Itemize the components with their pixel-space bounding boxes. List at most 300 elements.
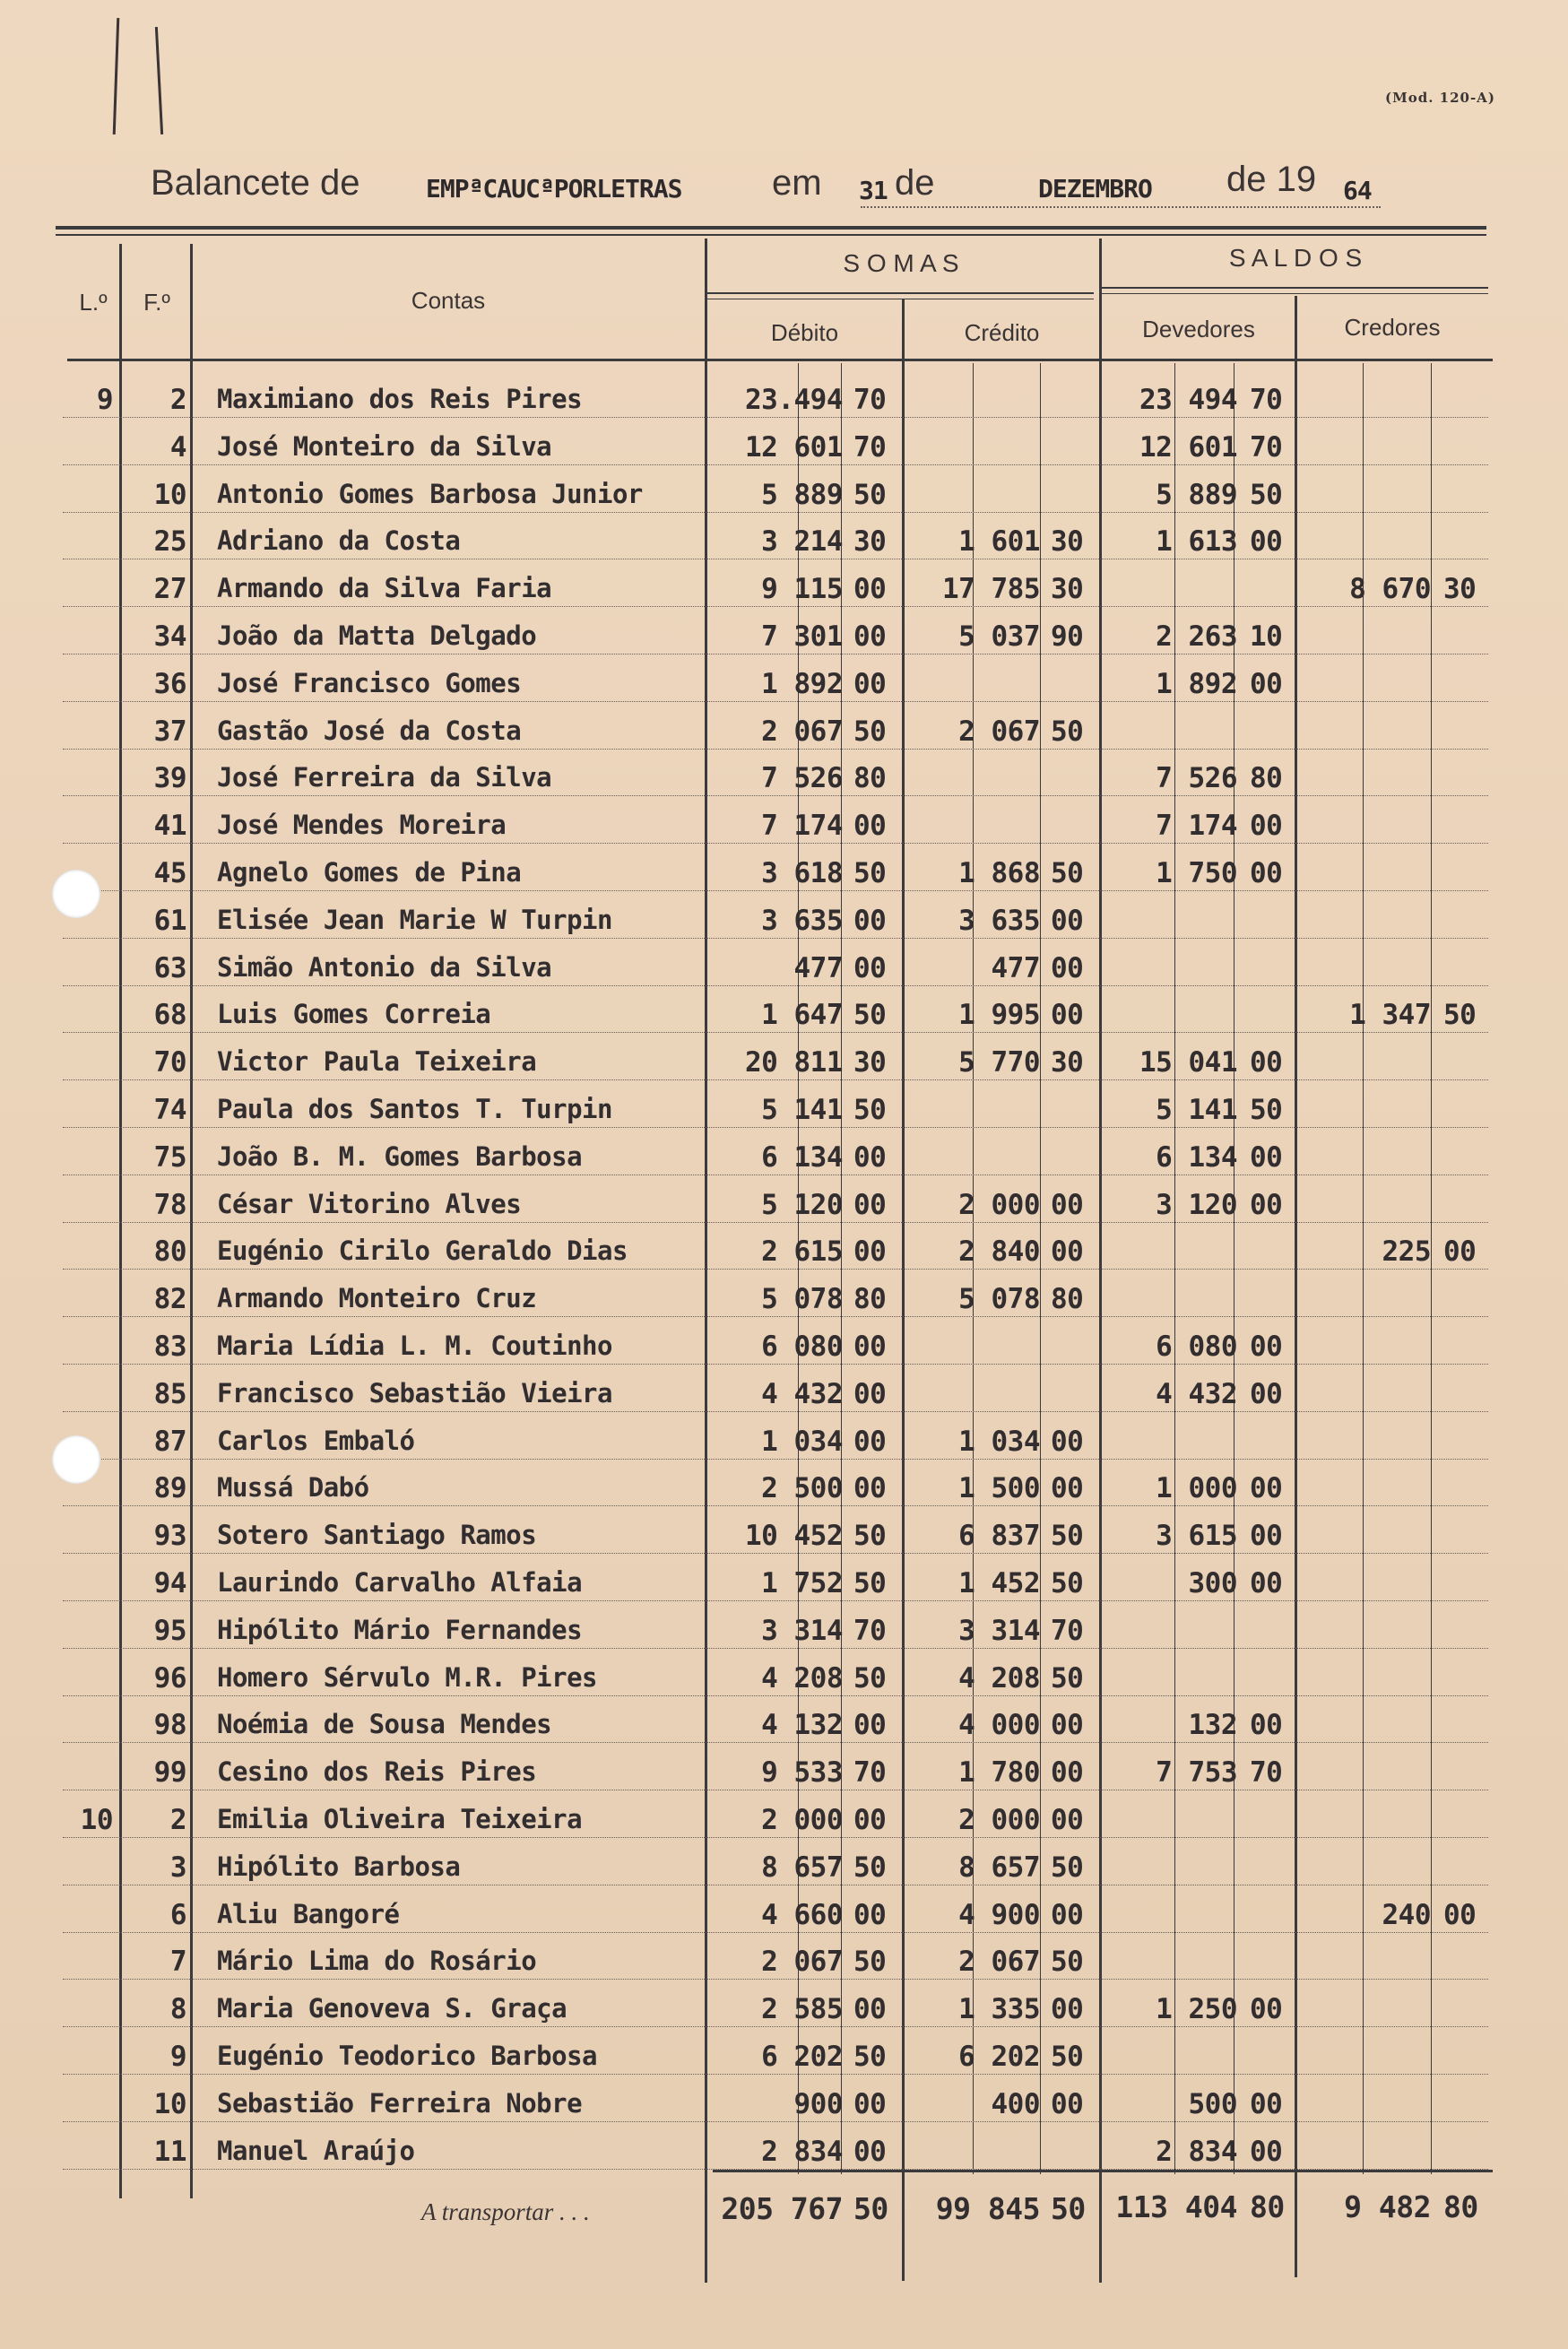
row-devedores: 23 494 bbox=[1139, 384, 1237, 416]
row-account-name: José Ferreira da Silva bbox=[217, 762, 552, 793]
row-account-name: Carlos Embaló bbox=[217, 1426, 415, 1456]
row-credito-cents: 00 bbox=[1051, 1804, 1084, 1836]
row-folha: 39 bbox=[153, 762, 186, 794]
row-folha: 96 bbox=[153, 1662, 186, 1695]
row-devedores-cents: 80 bbox=[1250, 762, 1283, 794]
row-credores-cents: 30 bbox=[1443, 573, 1477, 605]
row-devedores-cents: 00 bbox=[1250, 1567, 1283, 1599]
row-debito-cents: 00 bbox=[853, 1993, 887, 2025]
row-account-name: Sotero Santiago Ramos bbox=[217, 1520, 537, 1550]
row-devedores-cents: 00 bbox=[1250, 2136, 1283, 2168]
row-account-name: Armando da Silva Faria bbox=[217, 573, 552, 603]
row-devedores-cents: 00 bbox=[1250, 668, 1283, 700]
row-debito-cents: 00 bbox=[853, 2088, 887, 2120]
row-devedores: 7 174 bbox=[1156, 810, 1237, 842]
row-debito: 5 120 bbox=[761, 1189, 843, 1221]
row-rule bbox=[63, 1411, 1488, 1412]
row-debito-cents: 00 bbox=[853, 1804, 887, 1836]
row-debito-cents: 70 bbox=[853, 384, 887, 416]
row-credito-cents: 50 bbox=[1051, 715, 1084, 748]
row-debito: 2 834 bbox=[761, 2136, 843, 2168]
row-devedores-cents: 50 bbox=[1250, 1094, 1283, 1126]
row-credito-cents: 30 bbox=[1051, 525, 1084, 558]
row-folha: 61 bbox=[153, 905, 186, 937]
row-debito-cents: 70 bbox=[853, 1615, 887, 1647]
row-credito: 17 785 bbox=[942, 573, 1040, 605]
row-credito: 1 500 bbox=[958, 1472, 1040, 1504]
row-credores-cents: 00 bbox=[1443, 1899, 1477, 1931]
col-header-devedores: Devedores bbox=[1142, 316, 1255, 342]
row-devedores-cents: 00 bbox=[1250, 810, 1283, 842]
table-row bbox=[63, 1085, 1497, 1131]
row-credito-cents: 00 bbox=[1051, 1756, 1084, 1789]
row-folha: 27 bbox=[153, 573, 186, 605]
row-debito: 7 526 bbox=[761, 762, 843, 794]
row-rule bbox=[63, 512, 1488, 513]
row-debito-cents: 80 bbox=[853, 1283, 887, 1315]
total-credores: 9 482 bbox=[1344, 2189, 1431, 2224]
row-devedores-cents: 00 bbox=[1250, 1331, 1283, 1363]
row-folha: 68 bbox=[153, 999, 186, 1031]
row-credito: 4 000 bbox=[958, 1709, 1040, 1741]
row-debito: 23.494 bbox=[745, 384, 843, 416]
row-devedores: 7 526 bbox=[1156, 762, 1237, 794]
row-folha: 41 bbox=[153, 810, 186, 842]
row-debito: 7 174 bbox=[761, 810, 843, 842]
row-credito: 4 208 bbox=[958, 1662, 1040, 1695]
row-credito: 3 314 bbox=[958, 1615, 1040, 1647]
col-header-credito: Crédito bbox=[964, 319, 1040, 346]
table-row bbox=[63, 1558, 1497, 1605]
row-devedores: 2 834 bbox=[1156, 2136, 1237, 2168]
row-debito-cents: 00 bbox=[853, 810, 887, 842]
row-credito-cents: 00 bbox=[1051, 999, 1084, 1031]
row-debito: 3 214 bbox=[761, 525, 843, 558]
total-debito-cents: 50 bbox=[853, 2191, 888, 2226]
row-folha: 78 bbox=[153, 1189, 186, 1221]
row-folha: 99 bbox=[153, 1756, 186, 1789]
row-devedores-cents: 70 bbox=[1250, 1756, 1283, 1789]
row-account-name: Sebastião Ferreira Nobre bbox=[217, 2088, 583, 2119]
row-credito-cents: 00 bbox=[1051, 1472, 1084, 1504]
row-debito-cents: 00 bbox=[853, 1709, 887, 1741]
row-debito-cents: 50 bbox=[853, 1662, 887, 1695]
row-debito: 9 533 bbox=[761, 1756, 843, 1789]
row-credores-cents: 50 bbox=[1443, 999, 1477, 1031]
row-folha: 34 bbox=[153, 620, 186, 653]
table-row bbox=[63, 2127, 1497, 2173]
total-devedores: 113 404 bbox=[1115, 2189, 1237, 2224]
row-devedores: 6 134 bbox=[1156, 1141, 1237, 1174]
table-row bbox=[63, 470, 1497, 516]
row-debito-cents: 50 bbox=[853, 1567, 887, 1599]
row-debito: 6 080 bbox=[761, 1331, 843, 1363]
row-debito: 4 208 bbox=[761, 1662, 843, 1695]
row-account-name: João da Matta Delgado bbox=[217, 620, 537, 651]
table-row bbox=[63, 1369, 1497, 1416]
row-rule bbox=[63, 1316, 1488, 1317]
row-debito-cents: 00 bbox=[853, 1378, 887, 1410]
row-debito: 3 635 bbox=[761, 905, 843, 937]
row-rule bbox=[63, 985, 1488, 986]
row-debito-cents: 00 bbox=[853, 1472, 887, 1504]
row-debito: 5 889 bbox=[761, 479, 843, 511]
total-credores-cents: 80 bbox=[1443, 2189, 1478, 2224]
row-folha: 36 bbox=[153, 668, 186, 700]
row-debito-cents: 80 bbox=[853, 762, 887, 794]
row-folha: 11 bbox=[153, 2136, 186, 2168]
row-account-name: César Vitorino Alves bbox=[217, 1189, 522, 1219]
row-rule bbox=[63, 749, 1488, 750]
table-row bbox=[63, 1463, 1497, 1510]
row-credito: 2 067 bbox=[958, 715, 1040, 748]
row-debito: 2 500 bbox=[761, 1472, 843, 1504]
table-row bbox=[63, 2032, 1497, 2078]
row-account-name: José Mendes Moreira bbox=[217, 810, 507, 840]
col-header-contas: Contas bbox=[411, 287, 486, 314]
top-rule bbox=[56, 226, 1486, 230]
row-debito-cents: 00 bbox=[853, 1331, 887, 1363]
col-header-debito: Débito bbox=[770, 319, 839, 346]
row-rule bbox=[63, 1979, 1488, 1980]
row-debito-cents: 50 bbox=[853, 2041, 887, 2073]
row-folha: 82 bbox=[153, 1283, 186, 1315]
row-debito: 1 034 bbox=[761, 1426, 843, 1458]
row-credito: 5 770 bbox=[958, 1046, 1040, 1079]
row-folha: 45 bbox=[153, 857, 186, 889]
row-rule bbox=[63, 1695, 1488, 1696]
row-account-name: Homero Sérvulo M.R. Pires bbox=[217, 1662, 597, 1693]
row-credito-cents: 30 bbox=[1051, 1046, 1084, 1079]
row-devedores: 1 892 bbox=[1156, 668, 1237, 700]
row-devedores: 300 bbox=[1188, 1567, 1237, 1599]
heading-year: 64 bbox=[1343, 176, 1372, 205]
row-account-name: Maria Lídia L. M. Coutinho bbox=[217, 1331, 612, 1361]
row-rule bbox=[63, 2121, 1488, 2122]
table-row bbox=[63, 422, 1497, 469]
punch-hole bbox=[52, 1435, 100, 1484]
row-credito: 3 635 bbox=[958, 905, 1040, 937]
row-devedores: 1 613 bbox=[1156, 525, 1237, 558]
row-rule bbox=[63, 1222, 1488, 1223]
row-credito-cents: 00 bbox=[1051, 2088, 1084, 2120]
row-folha: 25 bbox=[153, 525, 186, 558]
row-debito-cents: 00 bbox=[853, 1426, 887, 1458]
row-debito-cents: 30 bbox=[853, 1046, 887, 1079]
table-row bbox=[63, 611, 1497, 658]
row-devedores-cents: 00 bbox=[1250, 1189, 1283, 1221]
col-header-saldos: S A L D O S bbox=[1228, 244, 1363, 272]
row-devedores: 500 bbox=[1188, 2088, 1237, 2120]
row-debito-cents: 50 bbox=[853, 715, 887, 748]
row-account-name: Eugénio Teodorico Barbosa bbox=[217, 2041, 597, 2071]
saldos-sub-rule bbox=[1101, 287, 1488, 289]
row-devedores-cents: 00 bbox=[1250, 1993, 1283, 2025]
total-devedores-cents: 80 bbox=[1250, 2189, 1285, 2224]
table-row bbox=[63, 1274, 1497, 1321]
table-row bbox=[63, 1180, 1497, 1227]
row-folha: 37 bbox=[153, 715, 186, 748]
row-credito: 1 868 bbox=[958, 857, 1040, 889]
pen-mark bbox=[155, 27, 163, 134]
form-code: (Mod. 120-A) bbox=[1385, 90, 1495, 106]
heading-month: DEZEMBRO bbox=[1038, 174, 1152, 204]
row-credito: 2 067 bbox=[958, 1946, 1040, 1978]
row-rule bbox=[63, 843, 1488, 844]
header-bottom-rule bbox=[67, 359, 1493, 361]
row-debito-cents: 50 bbox=[853, 1946, 887, 1978]
row-folha: 10 bbox=[153, 479, 186, 511]
table-row bbox=[63, 1653, 1497, 1700]
table-row bbox=[63, 1890, 1497, 1937]
row-devedores-cents: 00 bbox=[1250, 1046, 1283, 1079]
row-credito-cents: 50 bbox=[1051, 857, 1084, 889]
row-folha: 8 bbox=[169, 1993, 186, 2025]
row-rule bbox=[63, 464, 1488, 465]
row-debito: 4 132 bbox=[761, 1709, 843, 1741]
table-row bbox=[63, 1322, 1497, 1368]
row-credito-cents: 00 bbox=[1051, 1189, 1084, 1221]
row-account-name: Maximiano dos Reis Pires bbox=[217, 384, 583, 414]
row-debito: 900 bbox=[793, 2088, 843, 2120]
table-row bbox=[63, 375, 1497, 421]
row-rule bbox=[63, 1505, 1488, 1506]
row-rule bbox=[63, 1364, 1488, 1365]
row-rule bbox=[63, 1932, 1488, 1933]
row-devedores-cents: 00 bbox=[1250, 857, 1283, 889]
row-account-name: Elisée Jean Marie W Turpin bbox=[217, 905, 612, 935]
account-group: EMPªCAUCªPORLETRAS bbox=[426, 174, 682, 204]
row-rule bbox=[63, 1174, 1488, 1175]
row-folha: 4 bbox=[169, 431, 186, 464]
row-debito-cents: 00 bbox=[853, 2136, 887, 2168]
row-folha: 85 bbox=[153, 1378, 186, 1410]
table-row bbox=[63, 990, 1497, 1036]
row-rule bbox=[63, 1648, 1488, 1649]
row-account-name: Hipólito Barbosa bbox=[217, 1851, 461, 1882]
row-account-name: Agnelo Gomes de Pina bbox=[217, 857, 522, 888]
row-devedores-cents: 50 bbox=[1250, 479, 1283, 511]
row-debito: 6 134 bbox=[761, 1141, 843, 1174]
row-credores: 240 bbox=[1382, 1899, 1431, 1931]
heading-em: em bbox=[772, 163, 822, 203]
row-account-name: Gastão José da Costa bbox=[217, 715, 522, 746]
row-account-name: Paula dos Santos T. Turpin bbox=[217, 1094, 612, 1124]
row-folha: 98 bbox=[153, 1709, 186, 1741]
row-devedores-cents: 00 bbox=[1250, 525, 1283, 558]
table-row bbox=[63, 848, 1497, 895]
table-row bbox=[63, 1700, 1497, 1747]
row-credito-cents: 50 bbox=[1051, 1520, 1084, 1552]
row-folha: 7 bbox=[169, 1946, 186, 1978]
heading-day: 31 bbox=[859, 176, 888, 205]
row-account-name: Maria Genoveva S. Graça bbox=[217, 1993, 567, 2024]
row-credito: 1 780 bbox=[958, 1756, 1040, 1789]
row-devedores: 2 263 bbox=[1156, 620, 1237, 653]
row-debito: 4 660 bbox=[761, 1899, 843, 1931]
row-livro: 10 bbox=[80, 1804, 113, 1836]
col-header-somas: S O M A S bbox=[843, 249, 959, 277]
row-folha: 75 bbox=[153, 1141, 186, 1174]
row-devedores-cents: 70 bbox=[1250, 384, 1283, 416]
row-debito-cents: 00 bbox=[853, 1141, 887, 1174]
row-folha: 74 bbox=[153, 1094, 186, 1126]
row-debito: 2 615 bbox=[761, 1235, 843, 1268]
row-credito-cents: 00 bbox=[1051, 1993, 1084, 2025]
table-row bbox=[63, 1842, 1497, 1889]
saldos-sub-rule-2 bbox=[1101, 293, 1488, 294]
row-account-name: Hipólito Mário Fernandes bbox=[217, 1615, 583, 1645]
somas-sub-rule bbox=[706, 292, 1094, 294]
row-debito: 20 811 bbox=[745, 1046, 843, 1079]
row-account-name: Luis Gomes Correia bbox=[217, 999, 491, 1029]
row-folha: 2 bbox=[169, 384, 186, 416]
row-devedores: 4 432 bbox=[1156, 1378, 1237, 1410]
row-account-name: Mussá Dabó bbox=[217, 1472, 369, 1503]
row-debito-cents: 30 bbox=[853, 525, 887, 558]
table-row bbox=[63, 516, 1497, 563]
table-row bbox=[63, 1606, 1497, 1652]
row-credito-cents: 00 bbox=[1051, 1235, 1084, 1268]
row-credores: 8 670 bbox=[1349, 573, 1431, 605]
row-debito: 5 141 bbox=[761, 1094, 843, 1126]
row-credito-cents: 50 bbox=[1051, 1567, 1084, 1599]
row-folha: 95 bbox=[153, 1615, 186, 1647]
row-debito-cents: 50 bbox=[853, 857, 887, 889]
row-debito-cents: 50 bbox=[853, 1094, 887, 1126]
row-credito: 5 078 bbox=[958, 1283, 1040, 1315]
row-account-name: Aliu Bangoré bbox=[217, 1899, 400, 1929]
row-devedores: 132 bbox=[1188, 1709, 1237, 1741]
row-rule bbox=[63, 1600, 1488, 1601]
row-debito: 4 432 bbox=[761, 1378, 843, 1410]
table-row bbox=[63, 1132, 1497, 1179]
row-devedores: 7 753 bbox=[1156, 1756, 1237, 1789]
row-rule bbox=[63, 1032, 1488, 1033]
row-credito-cents: 00 bbox=[1051, 1426, 1084, 1458]
row-folha: 83 bbox=[153, 1331, 186, 1363]
row-devedores: 1 750 bbox=[1156, 857, 1237, 889]
row-rule bbox=[63, 1127, 1488, 1128]
row-credito: 2 000 bbox=[958, 1804, 1040, 1836]
row-account-name: Adriano da Costa bbox=[217, 525, 461, 556]
row-credito: 4 900 bbox=[958, 1899, 1040, 1931]
row-folha: 6 bbox=[169, 1899, 186, 1931]
row-rule bbox=[63, 2169, 1488, 2170]
row-folha: 87 bbox=[153, 1426, 186, 1458]
table-row bbox=[63, 706, 1497, 753]
row-credito-cents: 00 bbox=[1051, 1899, 1084, 1931]
row-rule bbox=[63, 701, 1488, 702]
row-livro: 9 bbox=[96, 384, 113, 416]
row-credito-cents: 50 bbox=[1051, 1662, 1084, 1695]
row-debito: 3 618 bbox=[761, 857, 843, 889]
row-account-name: Francisco Sebastião Vieira bbox=[217, 1378, 612, 1409]
row-devedores: 1 250 bbox=[1156, 1993, 1237, 2025]
total-credito-cents: 50 bbox=[1051, 2191, 1086, 2226]
table-row bbox=[63, 1795, 1497, 1842]
row-credito-cents: 50 bbox=[1051, 1946, 1084, 1978]
row-debito-cents: 00 bbox=[853, 573, 887, 605]
row-devedores: 5 141 bbox=[1156, 1094, 1237, 1126]
row-credito-cents: 30 bbox=[1051, 573, 1084, 605]
row-account-name: João B. M. Gomes Barbosa bbox=[217, 1141, 583, 1172]
carry-forward-label: A transportar . . . bbox=[421, 2198, 590, 2225]
row-credito: 5 037 bbox=[958, 620, 1040, 653]
row-debito: 1 752 bbox=[761, 1567, 843, 1599]
col-header-credores: Credores bbox=[1344, 314, 1441, 341]
row-rule bbox=[63, 795, 1488, 796]
row-debito: 2 000 bbox=[761, 1804, 843, 1836]
total-debito: 205 767 bbox=[721, 2191, 843, 2226]
row-credito-cents: 90 bbox=[1051, 620, 1084, 653]
row-devedores-cents: 10 bbox=[1250, 620, 1283, 653]
row-debito-cents: 00 bbox=[853, 952, 887, 984]
row-account-name: José Monteiro da Silva bbox=[217, 431, 552, 462]
row-rule bbox=[63, 1459, 1488, 1460]
table-row bbox=[63, 1511, 1497, 1557]
row-credito-cents: 50 bbox=[1051, 2041, 1084, 2073]
table-row bbox=[63, 896, 1497, 942]
row-account-name: Emilia Oliveira Teixeira bbox=[217, 1804, 583, 1834]
row-rule bbox=[63, 2026, 1488, 2027]
row-debito-cents: 00 bbox=[853, 1899, 887, 1931]
row-debito: 1 647 bbox=[761, 999, 843, 1031]
row-credito: 2 840 bbox=[958, 1235, 1040, 1268]
row-devedores: 3 120 bbox=[1156, 1189, 1237, 1221]
row-debito: 12 601 bbox=[745, 431, 843, 464]
row-folha: 63 bbox=[153, 952, 186, 984]
row-account-name: Victor Paula Teixeira bbox=[217, 1046, 537, 1077]
row-rule bbox=[63, 1837, 1488, 1838]
heading-de-19: de 19 bbox=[1226, 160, 1317, 199]
row-debito-cents: 70 bbox=[853, 431, 887, 464]
row-debito: 3 314 bbox=[761, 1615, 843, 1647]
row-credito: 6 837 bbox=[958, 1520, 1040, 1552]
row-devedores-cents: 00 bbox=[1250, 1709, 1283, 1741]
row-credito: 477 bbox=[991, 952, 1040, 984]
row-folha: 94 bbox=[153, 1567, 186, 1599]
col-header-folha: F.º bbox=[143, 289, 170, 316]
row-credito: 1 601 bbox=[958, 525, 1040, 558]
row-rule bbox=[63, 1553, 1488, 1554]
row-debito: 6 202 bbox=[761, 2041, 843, 2073]
row-account-name: Laurindo Carvalho Alfaia bbox=[217, 1567, 583, 1598]
row-account-name: José Francisco Gomes bbox=[217, 668, 522, 698]
row-folha: 70 bbox=[153, 1046, 186, 1079]
row-account-name: Manuel Araújo bbox=[217, 2136, 415, 2166]
row-devedores: 1 000 bbox=[1156, 1472, 1237, 1504]
row-account-name: Noémia de Sousa Mendes bbox=[217, 1709, 552, 1739]
row-account-name: Simão Antonio da Silva bbox=[217, 952, 552, 983]
row-folha: 10 bbox=[153, 2088, 186, 2120]
row-folha: 93 bbox=[153, 1520, 186, 1552]
row-account-name: Cesino dos Reis Pires bbox=[217, 1756, 537, 1787]
row-debito-cents: 50 bbox=[853, 479, 887, 511]
row-credito: 1 034 bbox=[958, 1426, 1040, 1458]
row-debito: 2 067 bbox=[761, 1946, 843, 1978]
pen-mark bbox=[113, 18, 120, 134]
row-debito-cents: 50 bbox=[853, 999, 887, 1031]
row-debito: 9 115 bbox=[761, 573, 843, 605]
row-devedores-cents: 00 bbox=[1250, 1378, 1283, 1410]
row-credito-cents: 00 bbox=[1051, 952, 1084, 984]
row-debito: 1 892 bbox=[761, 668, 843, 700]
row-account-name: Mário Lima do Rosário bbox=[217, 1946, 537, 1976]
row-credores: 225 bbox=[1382, 1235, 1431, 1268]
top-rule-thin bbox=[56, 234, 1486, 236]
row-devedores-cents: 00 bbox=[1250, 1520, 1283, 1552]
